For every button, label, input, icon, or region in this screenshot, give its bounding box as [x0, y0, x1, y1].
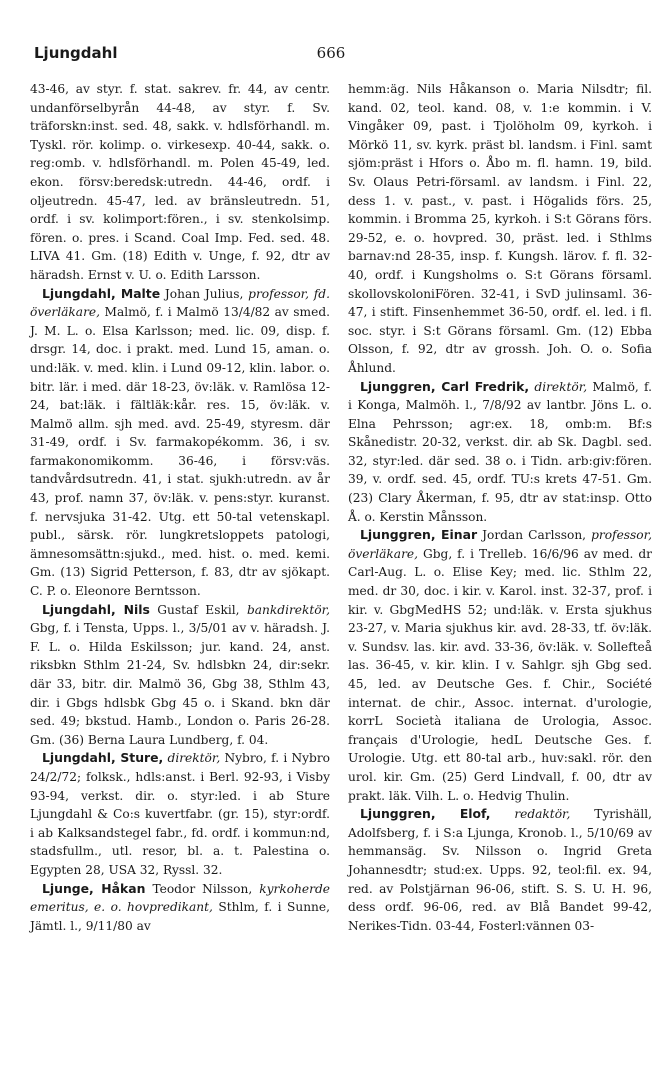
left-column: [30, 80, 330, 935]
entry-einar-ljunggren: Ljunggren, Einar Jordan Carlsson, professor, överläkare, Gbg, f. i Trelleb. 16/6/96 av med. dr Carl-Aug. L. o. Elise Key; med. lic. Sthlm 22, med. dr 30, doc. i kir. v. Karol. inst. 32-37, prof. i kir. v. GbgMedHS 52; und:läk. v. Ersta sjukhus 23-27, v. Maria sjukhus kir. avd. 28-33, tf. öv:läk. v. Sundsv. las. kir. avd. 33-36, öv:läk. v. Sollefteå las. 36-45, v. kir. klin. I v. Sahlgr. sjh Gbg sed. 45, led. av Deutsche Ges. f. Chir., Société internat. de chir., Assoc. internat. d'urologie, korrL Società italiana de Urologia, Assoc. français d'Urologie, hedL Deutsche Ges. f. Urologie. Utg. ett 80-tal arb., huv:sakl. rör. den urol. kir. Gm. (25) Gerd Lindvall, f. 00, dtr av prakt. läk. Vilh. L. o. Hedvig Thulin.: [348, 527, 652, 803]
entry-nils-ljungdahl: Ljungdahl, Nils Gustaf Eskil, bankdirektör, Gbg, f. i Tensta, Upps. l., 3/5/01 av v. häradsh. J. F. L. o. Hilda Eskilsson; jur. kand. 24, anst. riksbkn Sthlm 21-24, Sv. hdlsbkn 24, dir:sekr. där 33, bitr. dir. Malmö 36, Gbg 38, Sthlm 43, dir. i Gbgs hdlsbk Gbg 45 o. i Skand. bkn där sed. 49; bkstud. Hamb., London o. Paris 26-28. Gm. (36) Berna Laura Lundberg, f. 04.: [30, 601, 331, 747]
right-column: [348, 80, 652, 935]
page-header: [34, 44, 628, 66]
running-head: Ljungdahl: [34, 44, 118, 62]
entry-malte-ljungdahl: Ljungdahl, Malte Johan Julius, professor, fd. överläkare, Malmö, f. i Malmö 13/4/82 av smed. J. M. L. o. Elsa Karlsson; med. lic. 09, disp. f. drsgr. 14, doc. i prakt. med. Lund 15, aman. o. und:läk. v. med. klin. i Lund 09-12, klin. labor. o. bitr. lär. i med. där 18-23, öv:läk. v. Ramlösa 12-24, bat:läk. i fältläk:kår. res. 15, öv:läk. v. Malmö allm. sjh med. avd. 25-49, styresm. där 31-49, ordf. i Sv. farmakopékomm. 36, i sv. farmakonomikomm. 36-46, i försv:väs. tandvårdsutredn. 41, i stat. sjukh:utredn. av år 43, prof. namn 37, öv:läk. v. pens:styr. kuranst. f. nervsjuka 31-42. Utg. ett 50-tal vetenskapl. publ., särsk. rör. lungkretsloppets patologi, ämnesomsättn:sjukd., med. hist. o. med. kemi. Gm. (13) Sigrid Petterson, f. 83, dtr av sjökapt. C. P. o. Eleonore Berntsson.: [30, 285, 330, 599]
entry-hakan-ljunge: Ljunge, Håkan Teodor Nilsson, kyrkoherde emeritus, e. o. hovpredikant, Sthlm, f. i Sunne, Jämtl. l., 9/11/80 av: [30, 880, 330, 933]
entry-continuation: 43-46, av styr. f. stat. sakrev. fr. 44, av centr. undanförselbyrån 44-48, av styr. f. Sv. träforskn:inst. sed. 48, sakk. v. hdlsförhandl. m. Tyskl. rör. kolimp. o. virkesexp. 40-44, sakk. o. reg:omb. v. hdlsförhandl. m. Polen 45-49, led. ekon. försv:beredsk:utredn. 44-46, ordf. i oljeutredn. 45-47, led. av bränsleutredn. 51, ordf. i sv. kolimport:fören., i sv. stenkolsimp. fören. o. pres. i Scand. Coal Imp. Fed. sed. 48. LIVA 41. Gm. (18) Edith v. Unge, f. 92, dtr av häradsh. Ernst v. U. o. Edith Larsson.: [30, 82, 330, 282]
entry-elof-ljunggren: Ljunggren, Elof, redaktör, Tyrishäll, Adolfsberg, f. i S:a Ljunga, Kronob. l., 5/10/69 av hemmansäg. Sv. Nilsson o. Ingrid Greta Johannesdtr; stud:ex. Upps. 92, teol:fil. ex. 94, red. av Polstjärnan 96-06, stift. S. S. U. H. 96, dess ordf. 96-06, red. av Blå Bandet 99-42, Nerikes-Tidn. 03-44, Fosterl:vännen 03-: [348, 806, 653, 933]
entry-continuation: hemm:äg. Nils Håkanson o. Maria Nilsdtr; fil. kand. 02, teol. kand. 08, v. 1:e kommin. i V. Vingåker 09, past. i Tjolöholm 09, kyrkoh. i Mörkö 11, sv. kyrk. präst bl. landsm. i Finl. samt sjöm:präst i Hfors o. Åbo m. fl. hamn. 19, bild. Sv. Olaus Petri-församl. av landsm. i Finl. 22, dess 1. v. past., v. past. i Högalids förs. 25, kommin. i Bromma 25, kyrkoh. i S:t Görans förs. 29-52, e. o. hovpred. 30, präst. led. i Sthlms barnav:nd 28-35, insp. f. Kungsh. lärov. f. fl. 32-40, ordf. i Kungsholms o. S:t Görans församl. skollovskoloniFören. 32-41, i SvD julinsaml. 36-47, i stift. Finsenhemmet 36-50, ordf. el. led. i fl. soc. styr. i S:t Görans församl. Gm. (12) Ebba Olsson, f. 92, dtr av grossh. Joh. O. o. Sofia Åhlund.: [348, 82, 652, 375]
entry-carl-fredrik-ljunggren: Ljunggren, Carl Fredrik, direktör, Malmö, f. i Konga, Malmöh. l., 7/8/92 av lantbr. Jöns L. o. Elna Pehrsson; agr:ex. 18, omb:m. Bf:s Skånedistr. 20-32, verkst. dir. ab Sk. Dagbl. sed. 32, styr:led. där sed. 38 o. i Tidn. arb:giv:fören. 39, v. ordf. sed. 45, ordf. TU:s krets 47-51. Gm. (23) Clary Åkerman, f. 95, dtr av stat:insp. Otto Å. o. Kerstin Månsson.: [348, 378, 652, 524]
entry-sture-ljungdahl: Ljungdahl, Sture, direktör, Nybro, f. i Nybro 24/2/72; folksk., hdls:anst. i Berl. 92-93, i Visby 93-94, verkst. dir. o. styr:led. i ab Sture Ljungdahl & Co:s kuvertfabr. (gr. 15), styr:ordf. i ab Kalksandstegel fabr., fd. ordf. i kommun:nd, stadsfullm., utl. resor, bl. a. t. Palestina o. Egypten 28, USA 32, Ryssl. 32.: [30, 750, 331, 877]
page-number: 666: [316, 44, 346, 62]
